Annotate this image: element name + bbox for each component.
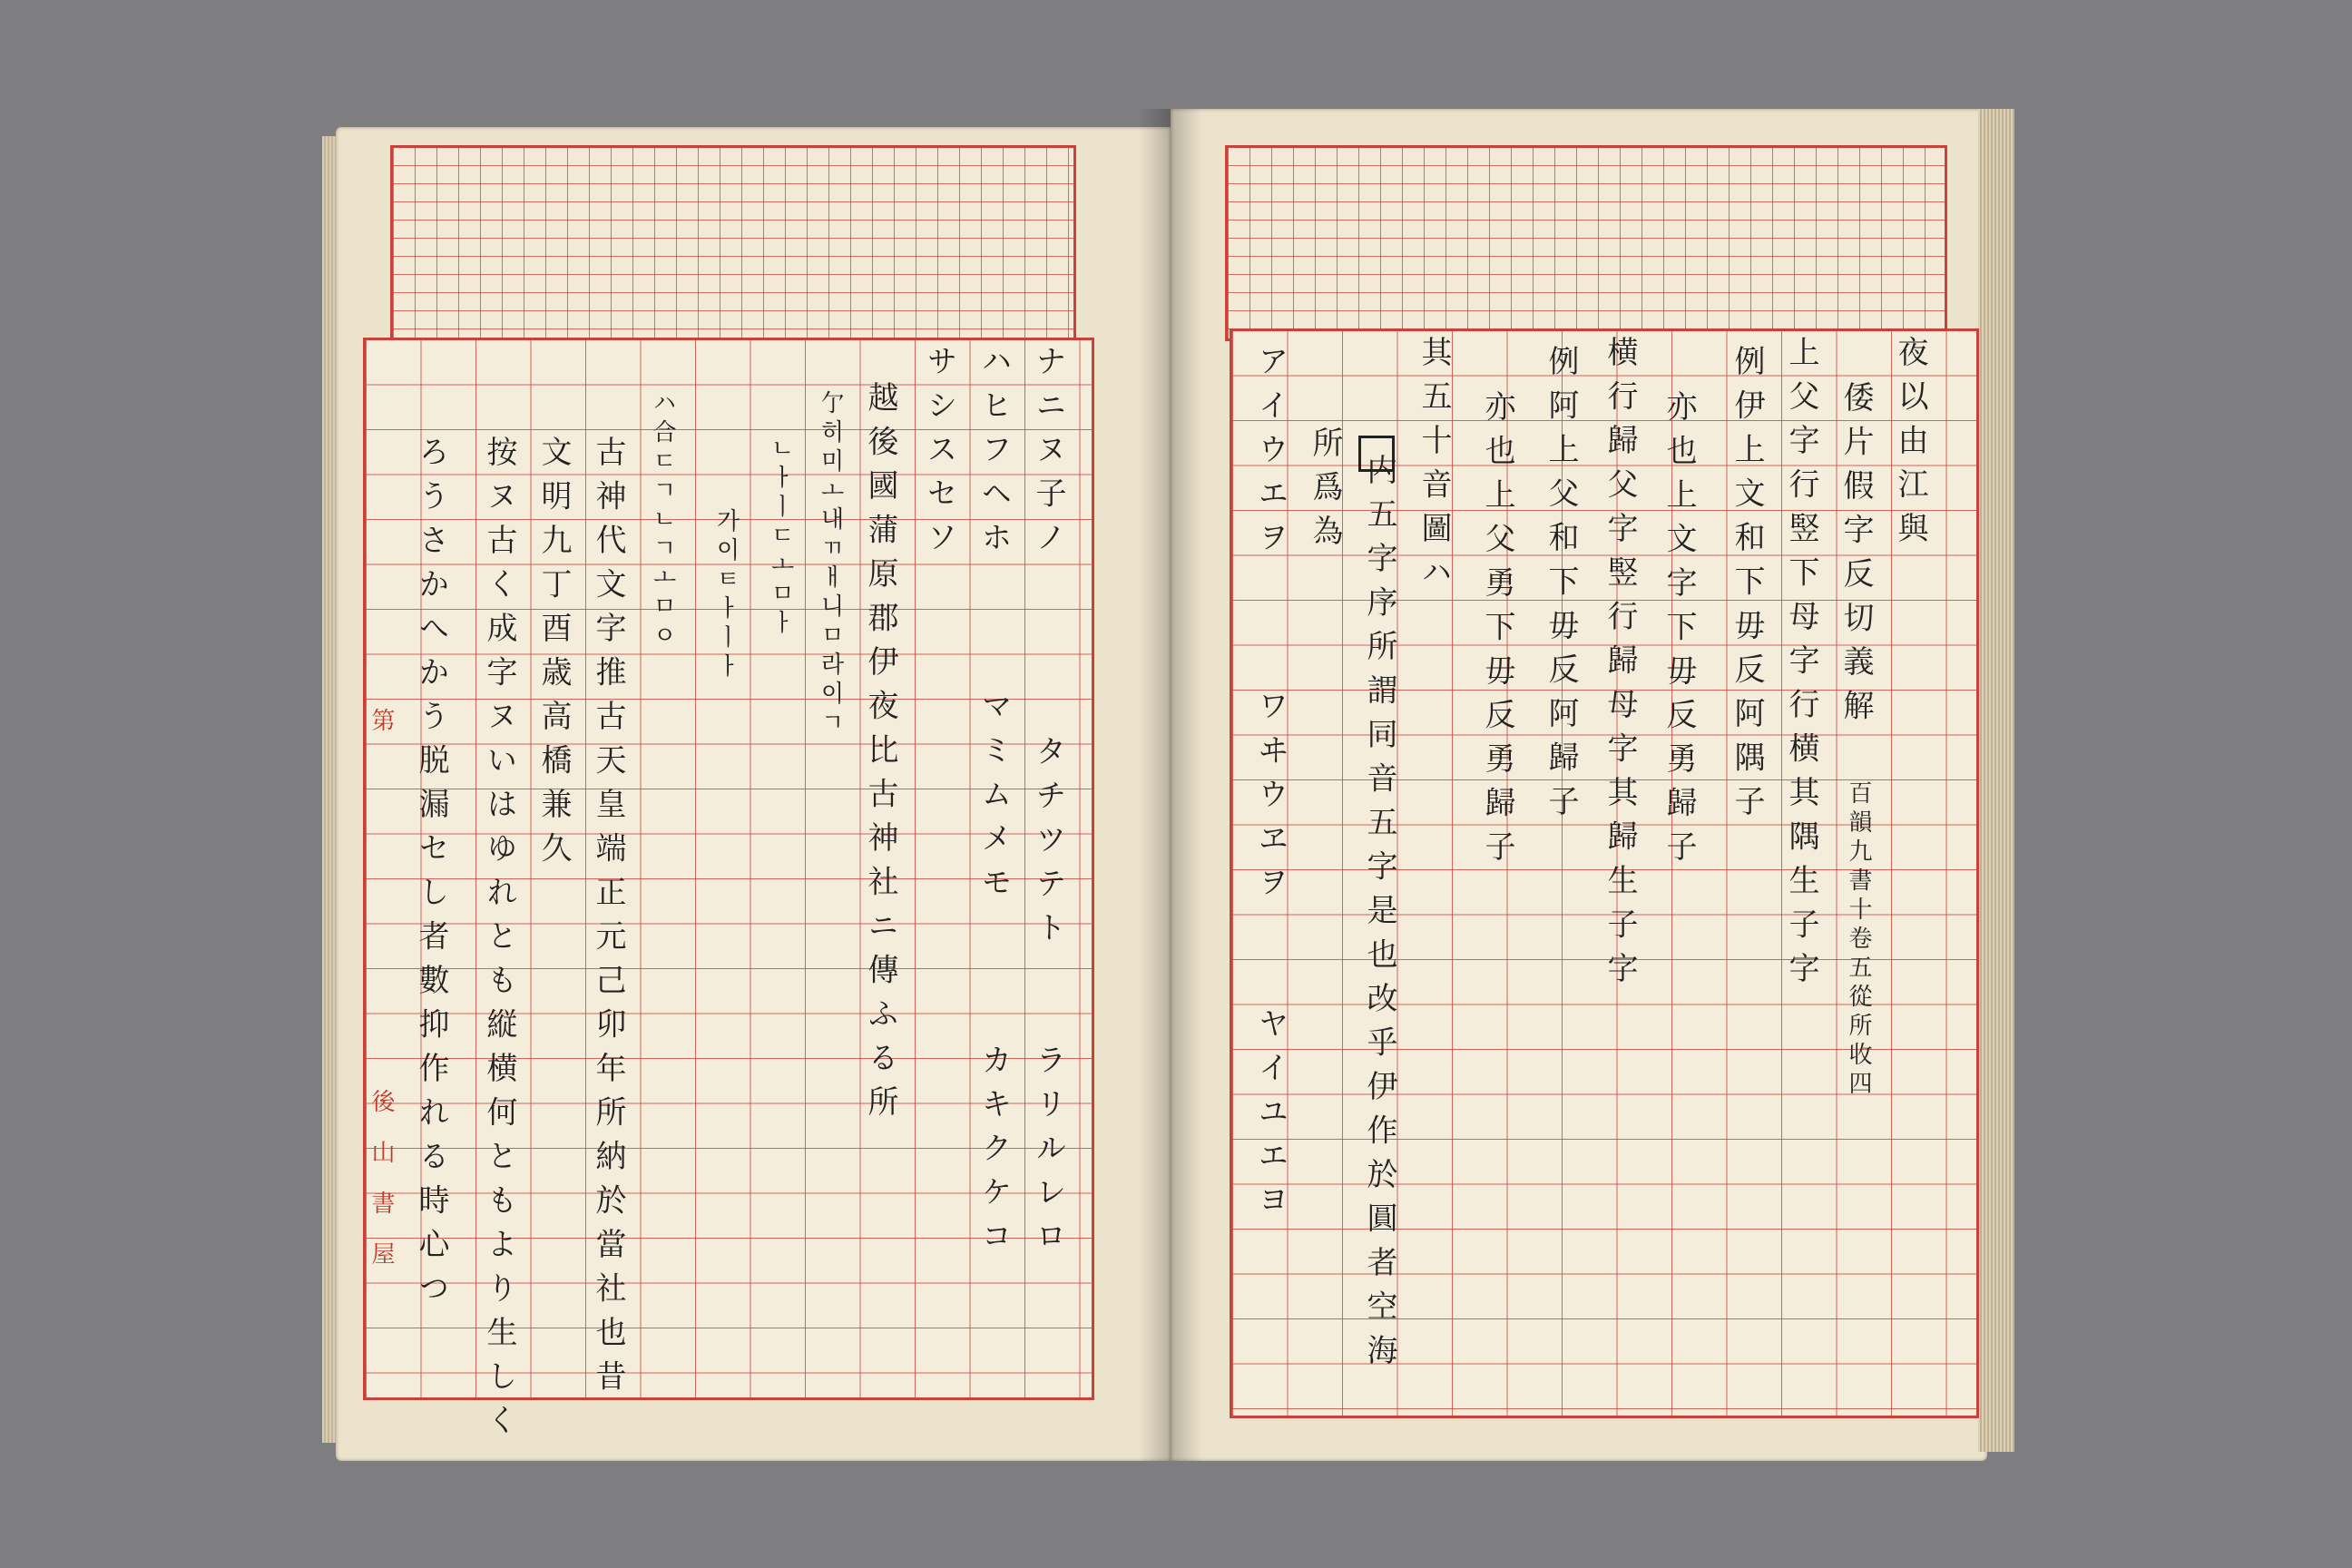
left-col-10: ろうさかへかう脱漏セし者數抑作れる時心つ [413,436,449,1316]
right-col-13: ワヰウヱヲ [1252,690,1289,910]
side-label-bottom: 後山書屋 [368,1089,395,1292]
left-col-1: ナニヌ子ノ [1030,345,1066,565]
left-col-7: 古神代文字推古天皇端正元己卯年所納於當社也昔 [590,436,626,1404]
right-col-4: 例伊上文和下毋反阿隅子 [1729,345,1765,829]
right-col-10: 内五字序所謂同音五字是也改乎伊作於圓者空海 [1361,454,1397,1378]
left-col-8: 文明九丁酉歳高橋兼久 [535,436,572,876]
right-col-12: アイウエヲ [1252,345,1289,565]
spine-shadow [1139,109,1202,1461]
page-edges-right [1978,109,2014,1452]
right-col-8: 亦也上父勇下毋反勇歸子 [1479,390,1515,875]
right-col-1: 夜以由江與 [1892,336,1928,556]
left-col-9: 按ヌ古く成字ヌいはゆれとも縦横何ともより生しく [481,436,517,1448]
left-kana-4: カキクケコ [975,1044,1012,1264]
right-col-6: 横行歸父字竪行歸母字其歸生子字 [1602,336,1638,996]
left-top-grid [390,145,1076,341]
square-box-icon [1358,436,1395,472]
right-col-9: 其五十音圖ハ [1416,336,1452,600]
left-kana-2: マミムメモ [975,690,1012,910]
right-col-3: 上父字行竪下母字行横其隅生子字 [1783,336,1819,996]
left-col-5: 亇히미ㅗ내ㄲㅐ니ㅁ라이ㄱ [817,390,844,739]
right-top-grid [1225,145,1947,341]
left-col-6: ハ合ㄷㄱㄴㄱㅗㅁㅇ [649,390,676,652]
left-kana-1: タチツテト [1030,735,1066,956]
right-col-7: 例阿上父和下毋反阿歸子 [1543,345,1579,829]
right-note-small: 百韻九書十卷五從所收四 [1845,780,1872,1100]
side-label-top: 第 [368,708,395,759]
right-col-2: 倭片假字反切義解 [1838,381,1874,733]
right-col-5: 亦也上文字下毋反勇歸子 [1661,390,1697,875]
left-hangul-1: ㄴㅏㅣㄷㅗㅁㅏ [767,436,794,639]
left-kana-3: ラリルレロ [1030,1044,1066,1264]
right-col-14: ヤイユエヨ [1252,1007,1289,1228]
right-col-11: 所爲為 [1307,426,1343,559]
left-col-4: 越後國蒲原郡伊夜比古神社ニ傳ふる所 [862,381,898,1130]
left-col-3: サシスセソ [921,345,957,565]
left-hangul-2: 가이ㅌㅏㅣㅏ [712,508,740,682]
left-col-2: ハヒフヘホ [975,345,1012,565]
